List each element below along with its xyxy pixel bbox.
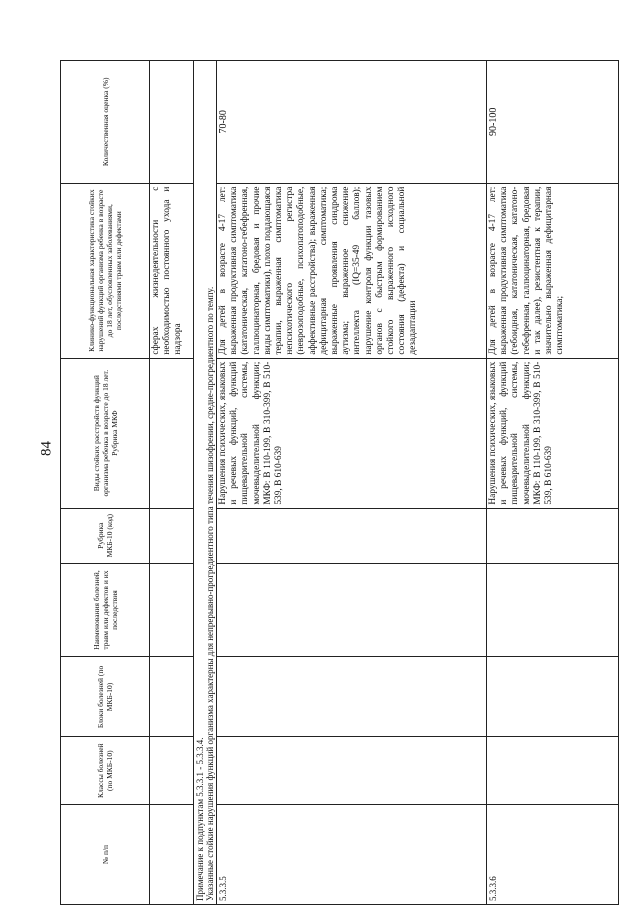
disability-criteria-table <box>60 60 619 905</box>
header-row <box>61 61 150 905</box>
rotated-table-container <box>60 60 620 905</box>
header-quantitative-score: Количественная оценка (%) <box>61 61 150 184</box>
subheading: Указанные стойкие нарушения функций организма характерны для непрерывно-прогредиентного типа течения шизофрении, средне-прогредиентного по темпу. <box>205 286 215 901</box>
row-functions: Нарушения психических, языковых и речевых функций, функций пищеварительной системы, мочевыделительной функции; МКФ: В 110-199, В 310-399, В 510-539, В 610-639 <box>217 358 487 508</box>
header-function-types: Виды стойких расстройств функций организма ребенка в возрасте до 18 лет. Рубрика МКФ <box>61 358 150 508</box>
note-row <box>194 61 217 905</box>
table-row <box>487 61 619 905</box>
header-disease-class: Классы болезней (по МКБ-10) <box>61 737 150 805</box>
continuation-clinical: сферах жизнедеятельности с необходимостью постоянного ухода и надзора <box>150 183 194 358</box>
table-row <box>217 61 487 905</box>
note-line: Примечание к подпунктам 5.3.3.1 - 5.3.3.4. <box>195 737 205 901</box>
row-score: 90-100 <box>487 61 619 184</box>
row-clinical: Для детей в возрасте 4-17 лет: выраженная продуктивная симптоматика (кататоническая, кататоно-гебефренная, галлюцинаторная, бредовая и прочие виды симптоматики), плохо поддающаяся терапии, выраженная симптоматика непсихотического регистра (неврозоподобные, психопатоподобные, аффективные расстройства); выраженная дефицитарная симптоматика; выраженные проявления синдрома аутизма; выраженное снижение интеллекта (IQ=35-49 баллов); нарушение контроля функции тазовых органов с быстрым формированием стойкого выраженного исходного состояния (дефекта) и социальной дезадаптации <box>217 183 487 358</box>
header-clinical-characteristic: Клинико-функциональная характеристика стойких нарушений функций организма ребенка в возрасте до 18 лет, обусловленных заболеваниями, последствиями травм или дефектами <box>61 183 150 358</box>
header-icd-code: Рубрика МКБ-10 (код) <box>61 508 150 563</box>
row-number: 5.3.3.6 <box>487 804 619 904</box>
header-number: № п/п <box>61 804 150 904</box>
row-score: 70-80 <box>217 61 487 184</box>
row-clinical: Для детей в возрасте 4-17 лет: выраженная продуктивная симптоматика (гебоидная, кататоническая, кататоно-гебефренная, галлюцинаторная, бредовая и так далее), резистентная к терапии, значительно выраженная дефицитарная симптоматика; <box>487 183 619 358</box>
row-functions: Нарушения психических, языковых и речевых функций, функций пищеварительной системы, мочевыделительной функции; МКФ: В 110-199, В 310-399, В 510-539, В 610-639 <box>487 358 619 508</box>
continuation-row <box>150 61 194 905</box>
header-disease-name: Наименования болезней, травм или дефектов и их последствия <box>61 563 150 657</box>
header-disease-block: Блоки болезней (по МКБ-10) <box>61 657 150 737</box>
page-number: 84 <box>38 441 55 456</box>
row-number: 5.3.3.5 <box>217 804 487 904</box>
